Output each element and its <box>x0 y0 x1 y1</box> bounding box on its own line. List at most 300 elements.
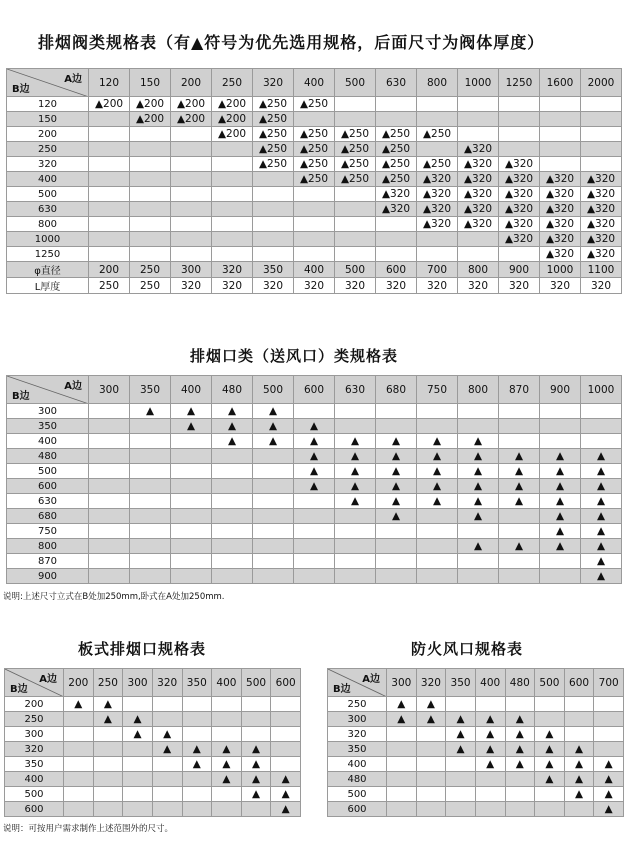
row-header: 680 <box>7 509 89 524</box>
table-cell: ▲200 <box>89 97 130 112</box>
table-cell <box>171 569 212 584</box>
table-cell <box>564 697 594 712</box>
row-header: 250 <box>328 697 387 712</box>
table-cell <box>212 712 242 727</box>
table-cell: 900 <box>499 262 540 278</box>
row-header: 800 <box>7 217 89 232</box>
table-cell <box>417 539 458 554</box>
table-row <box>7 509 622 524</box>
table-cell <box>130 539 171 554</box>
table-cell <box>271 727 301 742</box>
table-cell <box>123 757 153 772</box>
table-cell: ▲ <box>241 757 271 772</box>
table-cell <box>376 217 417 232</box>
table-cell: ▲320 <box>581 172 622 187</box>
table-cell: 320 <box>253 278 294 294</box>
table-cell: ▲ <box>458 449 499 464</box>
table-cell: ▲320 <box>499 187 540 202</box>
table-cell: ▲ <box>594 757 624 772</box>
table-cell <box>253 232 294 247</box>
plate-outlet-spec-table <box>4 668 301 817</box>
table-cell <box>499 97 540 112</box>
table-cell <box>171 232 212 247</box>
table-cell: ▲ <box>376 479 417 494</box>
table-cell: ▲ <box>335 494 376 509</box>
table-cell <box>253 187 294 202</box>
header-row <box>7 376 622 404</box>
column-header: 500 <box>535 669 565 697</box>
table-cell: ▲ <box>475 727 505 742</box>
row-header: 500 <box>7 464 89 479</box>
table-cell: ▲ <box>171 404 212 419</box>
column-header: 1000 <box>458 69 499 97</box>
table-cell <box>335 112 376 127</box>
table-cell: ▲ <box>376 449 417 464</box>
row-header: 120 <box>7 97 89 112</box>
row-header: 320 <box>5 742 64 757</box>
table-cell <box>182 772 212 787</box>
table-cell: ▲320 <box>458 142 499 157</box>
table-cell <box>123 787 153 802</box>
table-cell <box>130 524 171 539</box>
column-header: 400 <box>212 669 242 697</box>
table-cell <box>89 434 130 449</box>
table-cell: ▲ <box>294 449 335 464</box>
column-header: 250 <box>93 669 123 697</box>
table-cell <box>417 142 458 157</box>
row-header: 300 <box>328 712 387 727</box>
table-cell: ▲ <box>540 539 581 554</box>
table-cell: ▲ <box>387 697 417 712</box>
table-cell <box>335 202 376 217</box>
table-cell: ▲250 <box>294 142 335 157</box>
row-header: 150 <box>7 112 89 127</box>
table-cell <box>499 434 540 449</box>
table-cell <box>294 569 335 584</box>
row-header: 600 <box>5 802 64 817</box>
table-cell: ▲ <box>581 494 622 509</box>
table-cell <box>182 787 212 802</box>
row-header: 200 <box>7 127 89 142</box>
header-row <box>7 69 622 97</box>
table-cell: ▲250 <box>417 127 458 142</box>
row-header: 400 <box>7 172 89 187</box>
table-cell: ▲ <box>505 757 535 772</box>
table-cell: ▲ <box>212 434 253 449</box>
table-cell: ▲ <box>294 464 335 479</box>
column-header: 600 <box>564 669 594 697</box>
table-cell: ▲250 <box>376 172 417 187</box>
table-cell <box>581 434 622 449</box>
table-cell <box>253 569 294 584</box>
table-cell: ▲ <box>540 449 581 464</box>
table-row <box>5 727 301 742</box>
table-cell <box>241 802 271 817</box>
table-cell: ▲250 <box>294 172 335 187</box>
table-row <box>328 742 624 757</box>
table-cell <box>130 187 171 202</box>
table-cell <box>212 172 253 187</box>
table-cell: ▲ <box>294 479 335 494</box>
table-cell <box>458 127 499 142</box>
column-header: 630 <box>335 376 376 404</box>
table-cell: ▲320 <box>540 202 581 217</box>
table-cell <box>475 787 505 802</box>
table-cell <box>130 172 171 187</box>
table-cell: ▲320 <box>458 157 499 172</box>
table-cell <box>212 494 253 509</box>
table-row <box>7 217 622 232</box>
table-cell <box>93 772 123 787</box>
table-cell <box>376 404 417 419</box>
table-row <box>7 434 622 449</box>
table-cell <box>130 434 171 449</box>
table-cell: ▲320 <box>458 187 499 202</box>
table-cell <box>89 524 130 539</box>
table-cell <box>253 172 294 187</box>
table-cell: ▲320 <box>417 172 458 187</box>
table-cell: 500 <box>335 262 376 278</box>
table-cell <box>212 697 242 712</box>
column-header: 200 <box>171 69 212 97</box>
table-cell: ▲ <box>535 772 565 787</box>
table-cell: ▲ <box>212 419 253 434</box>
table-cell: ▲320 <box>499 217 540 232</box>
column-header: 1600 <box>540 69 581 97</box>
table-cell: 320 <box>335 278 376 294</box>
column-header: 500 <box>335 69 376 97</box>
table-row <box>328 727 624 742</box>
table-cell <box>171 449 212 464</box>
table-cell: 320 <box>376 278 417 294</box>
row-header: 320 <box>7 157 89 172</box>
table-cell <box>376 569 417 584</box>
table-cell <box>212 509 253 524</box>
table-cell <box>89 127 130 142</box>
table-cell <box>253 494 294 509</box>
table-cell <box>182 802 212 817</box>
table-cell <box>387 742 417 757</box>
table-cell <box>540 127 581 142</box>
valve-spec-table <box>6 68 622 294</box>
table-cell: ▲ <box>594 772 624 787</box>
table-cell: ▲ <box>581 464 622 479</box>
table-cell: ▲ <box>271 772 301 787</box>
row-header: 250 <box>7 142 89 157</box>
table-cell: ▲ <box>387 712 417 727</box>
table-cell: ▲ <box>581 524 622 539</box>
table-cell <box>171 494 212 509</box>
table-cell: ▲200 <box>130 112 171 127</box>
table-cell <box>499 112 540 127</box>
table-cell: 300 <box>171 262 212 278</box>
table-cell: ▲250 <box>335 157 376 172</box>
table-cell <box>171 479 212 494</box>
table-cell: ▲ <box>581 479 622 494</box>
table-cell: ▲ <box>540 509 581 524</box>
row-header: 600 <box>328 802 387 817</box>
table-cell: ▲ <box>535 742 565 757</box>
table-cell: ▲ <box>123 727 153 742</box>
table-cell: ▲250 <box>294 127 335 142</box>
table-cell <box>564 712 594 727</box>
table-cell <box>499 404 540 419</box>
table-cell: ▲ <box>294 434 335 449</box>
table-row <box>7 187 622 202</box>
header-row <box>328 669 624 697</box>
table-cell: ▲250 <box>253 97 294 112</box>
column-header: 500 <box>253 376 294 404</box>
table-cell <box>458 232 499 247</box>
table-cell <box>171 217 212 232</box>
table-cell <box>130 494 171 509</box>
table-cell <box>475 802 505 817</box>
table-cell: 320 <box>540 278 581 294</box>
table-cell <box>294 524 335 539</box>
row-header: 500 <box>5 787 64 802</box>
header-row <box>5 669 301 697</box>
table-cell <box>294 539 335 554</box>
table-cell <box>93 787 123 802</box>
table-cell: ▲ <box>499 479 540 494</box>
corner-b-label: B边 <box>10 684 28 695</box>
table-cell <box>130 157 171 172</box>
table-cell <box>89 247 130 262</box>
table-cell <box>89 217 130 232</box>
table-cell: ▲ <box>212 757 242 772</box>
corner-cell <box>7 376 89 404</box>
table-cell <box>89 509 130 524</box>
table-cell: 250 <box>89 278 130 294</box>
table-cell: 320 <box>581 278 622 294</box>
row-header: 630 <box>7 202 89 217</box>
row-header: 480 <box>7 449 89 464</box>
table-row <box>7 142 622 157</box>
table-cell: ▲ <box>594 787 624 802</box>
column-header: 400 <box>294 69 335 97</box>
table-cell: ▲320 <box>458 217 499 232</box>
table-cell: ▲ <box>294 419 335 434</box>
table-cell <box>416 772 446 787</box>
column-header: 320 <box>152 669 182 697</box>
table-row <box>7 262 622 278</box>
table-cell <box>458 554 499 569</box>
table-cell: ▲ <box>564 742 594 757</box>
table-cell: ▲320 <box>540 217 581 232</box>
table-cell <box>499 419 540 434</box>
table-cell <box>335 539 376 554</box>
table-cell <box>416 727 446 742</box>
column-header: 1250 <box>499 69 540 97</box>
table-cell: ▲ <box>458 464 499 479</box>
row-header: 500 <box>328 787 387 802</box>
table-cell <box>335 554 376 569</box>
table-cell: ▲ <box>458 479 499 494</box>
table-cell <box>89 232 130 247</box>
table-cell <box>446 757 476 772</box>
row-header: 1000 <box>7 232 89 247</box>
table-cell <box>594 742 624 757</box>
table-cell <box>171 524 212 539</box>
table-cell: ▲250 <box>294 157 335 172</box>
table-cell <box>212 142 253 157</box>
table-cell: ▲ <box>182 757 212 772</box>
table-cell <box>130 554 171 569</box>
table-cell: ▲ <box>335 449 376 464</box>
table-cell: ▲ <box>458 509 499 524</box>
table-row <box>7 494 622 509</box>
table-cell <box>130 217 171 232</box>
table-cell <box>540 404 581 419</box>
table-row <box>5 697 301 712</box>
table-cell: ▲ <box>130 404 171 419</box>
column-header: 480 <box>505 669 535 697</box>
table-row <box>5 712 301 727</box>
table-cell: ▲ <box>416 697 446 712</box>
table-cell: ▲ <box>564 787 594 802</box>
table-cell <box>417 232 458 247</box>
table-cell <box>89 112 130 127</box>
row-header: 870 <box>7 554 89 569</box>
table-cell <box>271 757 301 772</box>
table-cell <box>417 569 458 584</box>
table-cell <box>130 449 171 464</box>
table-cell: ▲ <box>253 419 294 434</box>
table-cell <box>294 247 335 262</box>
table-cell <box>535 787 565 802</box>
corner-b-label: B边 <box>12 84 30 95</box>
table-cell <box>212 157 253 172</box>
column-header: 350 <box>446 669 476 697</box>
column-header: 870 <box>499 376 540 404</box>
table-cell <box>64 772 94 787</box>
table-cell <box>253 247 294 262</box>
table-cell: ▲250 <box>335 172 376 187</box>
table-cell <box>171 509 212 524</box>
table-cell <box>130 509 171 524</box>
table-cell: ▲320 <box>417 187 458 202</box>
column-header: 400 <box>475 669 505 697</box>
table-cell <box>64 802 94 817</box>
table-cell <box>212 202 253 217</box>
table-cell <box>335 569 376 584</box>
corner-cell <box>328 669 387 697</box>
table-cell <box>152 802 182 817</box>
table-cell: ▲ <box>540 479 581 494</box>
table-cell: ▲ <box>241 787 271 802</box>
table-cell: 350 <box>253 262 294 278</box>
table-cell <box>335 187 376 202</box>
table-row <box>7 554 622 569</box>
table-cell <box>535 802 565 817</box>
table-cell <box>387 772 417 787</box>
table-cell: ▲320 <box>499 202 540 217</box>
table-cell <box>335 217 376 232</box>
table-cell: ▲ <box>594 802 624 817</box>
table-cell <box>171 539 212 554</box>
table-cell <box>335 509 376 524</box>
table-cell <box>212 554 253 569</box>
table-cell: ▲ <box>417 434 458 449</box>
row-header: 320 <box>328 727 387 742</box>
corner-a-label: A边 <box>64 381 82 392</box>
table-cell <box>89 479 130 494</box>
table-cell <box>89 202 130 217</box>
table-cell: 600 <box>376 262 417 278</box>
table-row <box>7 172 622 187</box>
table-cell <box>253 202 294 217</box>
table-cell: ▲ <box>564 757 594 772</box>
table-cell <box>123 772 153 787</box>
table-cell: ▲ <box>581 509 622 524</box>
table-cell: 320 <box>458 278 499 294</box>
table-cell <box>130 202 171 217</box>
table-cell <box>294 112 335 127</box>
fire-vent-spec-title: 防火风口规格表 <box>411 640 524 658</box>
table-row <box>7 569 622 584</box>
table-row <box>7 449 622 464</box>
row-header: 900 <box>7 569 89 584</box>
table-cell <box>540 112 581 127</box>
corner-b-label: B边 <box>12 391 30 402</box>
table-cell <box>335 97 376 112</box>
column-header: 400 <box>171 376 212 404</box>
table-cell: ▲ <box>241 742 271 757</box>
table-cell <box>212 217 253 232</box>
table-cell <box>89 449 130 464</box>
table-cell <box>253 554 294 569</box>
table-cell <box>535 697 565 712</box>
table-cell <box>540 434 581 449</box>
table-cell <box>475 697 505 712</box>
table-cell <box>130 419 171 434</box>
table-cell <box>212 187 253 202</box>
table-cell <box>387 757 417 772</box>
table-cell <box>241 697 271 712</box>
table-cell <box>416 757 446 772</box>
table-cell <box>417 247 458 262</box>
table-cell: ▲320 <box>581 187 622 202</box>
table-cell <box>64 727 94 742</box>
table-cell <box>505 697 535 712</box>
table-cell <box>64 787 94 802</box>
table-row <box>5 742 301 757</box>
table-cell <box>294 494 335 509</box>
table-cell <box>335 524 376 539</box>
table-cell: 400 <box>294 262 335 278</box>
table-cell: ▲320 <box>458 202 499 217</box>
table-cell <box>152 712 182 727</box>
table-cell: ▲ <box>335 479 376 494</box>
table-cell: ▲ <box>271 787 301 802</box>
corner-a-label: A边 <box>64 74 82 85</box>
table-row <box>7 539 622 554</box>
table-cell: ▲250 <box>335 142 376 157</box>
table-cell <box>581 127 622 142</box>
table-cell <box>505 802 535 817</box>
table-cell <box>89 172 130 187</box>
table-cell <box>123 742 153 757</box>
exhaust-outlet-spec-title: 排烟口类（送风口）类规格表 <box>190 347 399 365</box>
table-cell <box>294 554 335 569</box>
table-cell <box>89 404 130 419</box>
column-header: 900 <box>540 376 581 404</box>
table-cell <box>458 419 499 434</box>
table-cell: ▲ <box>376 434 417 449</box>
table-cell: ▲ <box>446 712 476 727</box>
table-cell <box>171 554 212 569</box>
table-cell <box>458 524 499 539</box>
